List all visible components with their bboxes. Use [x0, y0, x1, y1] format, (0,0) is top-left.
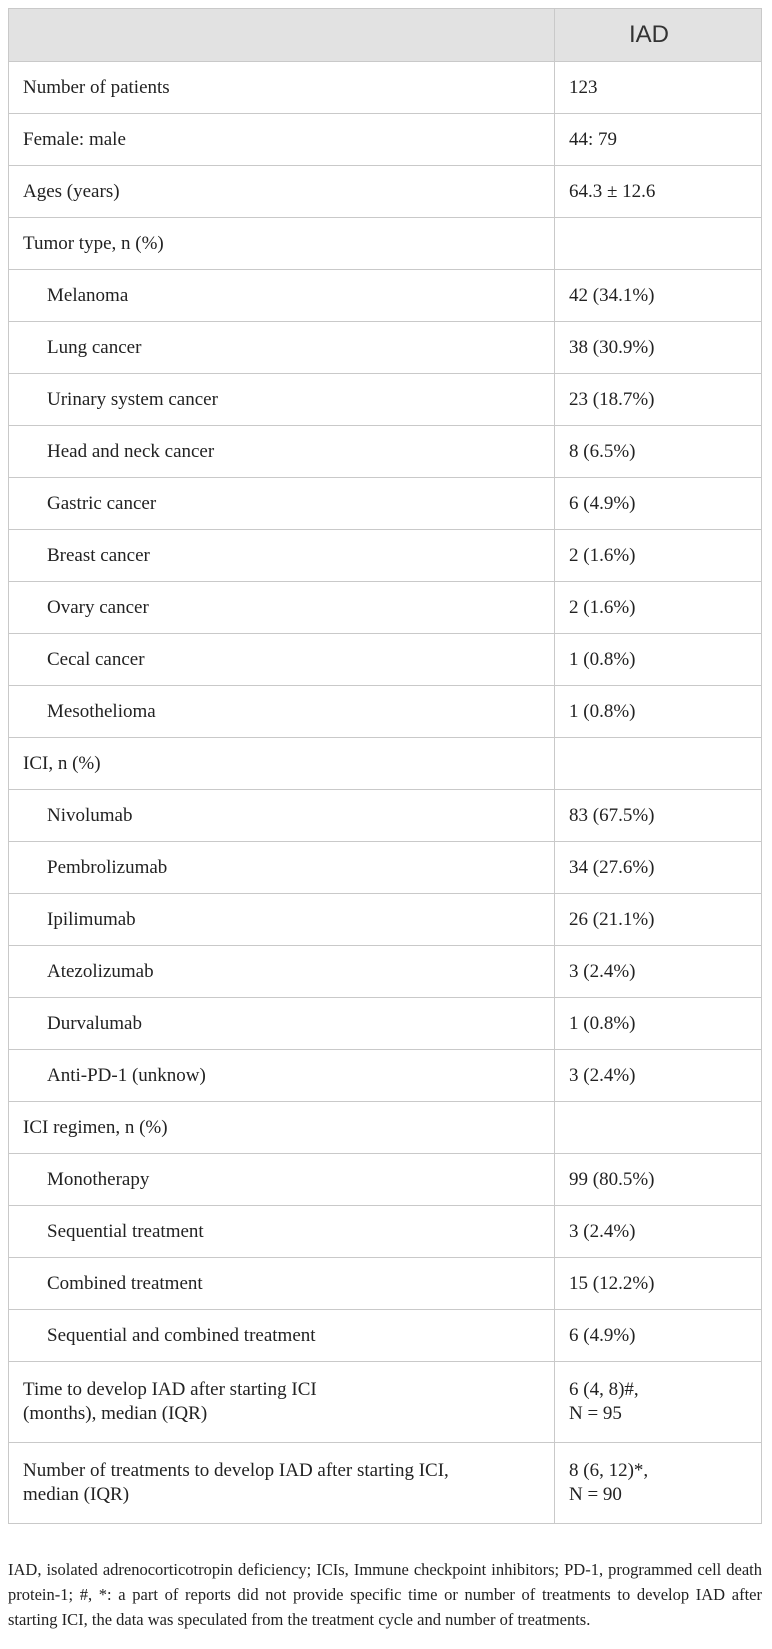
- row-label: Monotherapy: [9, 1154, 555, 1206]
- row-value: 34 (27.6%): [555, 842, 762, 894]
- table-row: [9, 842, 762, 894]
- row-value: 23 (18.7%): [555, 374, 762, 426]
- table-row-multiline: [9, 1443, 762, 1524]
- row-value: 44: 79: [555, 114, 762, 166]
- row-label: Female: male: [9, 114, 555, 166]
- row-label: Ages (years): [9, 166, 555, 218]
- table-row: [9, 426, 762, 478]
- row-label: ICI regimen, n (%): [9, 1102, 555, 1154]
- table-row: [9, 218, 762, 270]
- table-row: [9, 166, 762, 218]
- row-value: 6 (4.9%): [555, 478, 762, 530]
- row-label: Cecal cancer: [9, 634, 555, 686]
- row-label: Lung cancer: [9, 322, 555, 374]
- row-label: Durvalumab: [9, 998, 555, 1050]
- characteristics-table: [8, 8, 762, 1524]
- row-value: 83 (67.5%): [555, 790, 762, 842]
- table-row: [9, 322, 762, 374]
- table-row: [9, 894, 762, 946]
- row-value: [555, 738, 762, 790]
- header-blank-cell: [9, 9, 555, 62]
- row-label: Head and neck cancer: [9, 426, 555, 478]
- table-body: [9, 62, 762, 1524]
- row-label: Ipilimumab: [9, 894, 555, 946]
- row-value: 15 (12.2%): [555, 1258, 762, 1310]
- row-label: Anti-PD-1 (unknow): [9, 1050, 555, 1102]
- row-value: 26 (21.1%): [555, 894, 762, 946]
- row-value: 38 (30.9%): [555, 322, 762, 374]
- row-value: 123: [555, 62, 762, 114]
- table-row: [9, 946, 762, 998]
- row-label: Breast cancer: [9, 530, 555, 582]
- row-label: Gastric cancer: [9, 478, 555, 530]
- table-row: [9, 530, 762, 582]
- row-value: [555, 1362, 762, 1443]
- row-label: Combined treatment: [9, 1258, 555, 1310]
- row-value: 6 (4.9%): [555, 1310, 762, 1362]
- table-footnote: IAD, isolated adrenocorticotropin deficiency; ICIs, Immune checkpoint inhibitors; PD-1, programmed cell death protein-1; #, *: a part of reports did not provide specific time or number of treatments to develop IAD after starting ICI, the data was speculated from the treatment cycle and number of treatments.: [8, 1559, 762, 1629]
- row-value: 3 (2.4%): [555, 1050, 762, 1102]
- table-row: [9, 1206, 762, 1258]
- table-row: [9, 478, 762, 530]
- row-value: [555, 1443, 762, 1524]
- row-value: 3 (2.4%): [555, 1206, 762, 1258]
- row-label: [9, 1443, 555, 1524]
- row-value: 2 (1.6%): [555, 582, 762, 634]
- row-value: 1 (0.8%): [555, 998, 762, 1050]
- table-row: [9, 1154, 762, 1206]
- table-row: [9, 62, 762, 114]
- row-label: Melanoma: [9, 270, 555, 322]
- table-row: [9, 374, 762, 426]
- table-row-multiline: [9, 1362, 762, 1443]
- row-value-line: N = 90: [569, 1484, 622, 1505]
- header-iad: IAD: [555, 9, 762, 62]
- table-row: [9, 270, 762, 322]
- row-label-line: median (IQR): [23, 1484, 130, 1505]
- row-value: 64.3 ± 12.6: [555, 166, 762, 218]
- row-label: Ovary cancer: [9, 582, 555, 634]
- table-row: [9, 1310, 762, 1362]
- row-value-line: 8 (6, 12)*,: [569, 1460, 649, 1481]
- row-value-line: N = 95: [569, 1403, 622, 1424]
- row-value: [555, 1102, 762, 1154]
- table-row: [9, 686, 762, 738]
- row-value: 99 (80.5%): [555, 1154, 762, 1206]
- row-label-line: Time to develop IAD after starting ICI: [23, 1379, 317, 1400]
- table-row: [9, 738, 762, 790]
- row-value: 1 (0.8%): [555, 686, 762, 738]
- row-label: Atezolizumab: [9, 946, 555, 998]
- row-label-line: Number of treatments to develop IAD after starting ICI,: [23, 1460, 449, 1481]
- row-value-line: 6 (4, 8)#,: [569, 1379, 639, 1400]
- row-label: Pembrolizumab: [9, 842, 555, 894]
- row-label: Tumor type, n (%): [9, 218, 555, 270]
- table-row: [9, 998, 762, 1050]
- row-label: ICI, n (%): [9, 738, 555, 790]
- table-row: [9, 1102, 762, 1154]
- table-row: [9, 790, 762, 842]
- row-label: [9, 1362, 555, 1443]
- row-label-line: (months), median (IQR): [23, 1403, 208, 1424]
- row-value: [555, 218, 762, 270]
- table-row: [9, 1258, 762, 1310]
- row-value: 2 (1.6%): [555, 530, 762, 582]
- table-row: [9, 1050, 762, 1102]
- table-header-row: [9, 9, 762, 62]
- table-row: [9, 634, 762, 686]
- row-label: Sequential treatment: [9, 1206, 555, 1258]
- row-value: 42 (34.1%): [555, 270, 762, 322]
- row-value: 1 (0.8%): [555, 634, 762, 686]
- row-label: Nivolumab: [9, 790, 555, 842]
- row-value: 3 (2.4%): [555, 946, 762, 998]
- row-label: Urinary system cancer: [9, 374, 555, 426]
- row-label: Mesothelioma: [9, 686, 555, 738]
- row-label: Number of patients: [9, 62, 555, 114]
- row-value: 8 (6.5%): [555, 426, 762, 478]
- row-label: Sequential and combined treatment: [9, 1310, 555, 1362]
- table-row: [9, 582, 762, 634]
- table-row: [9, 114, 762, 166]
